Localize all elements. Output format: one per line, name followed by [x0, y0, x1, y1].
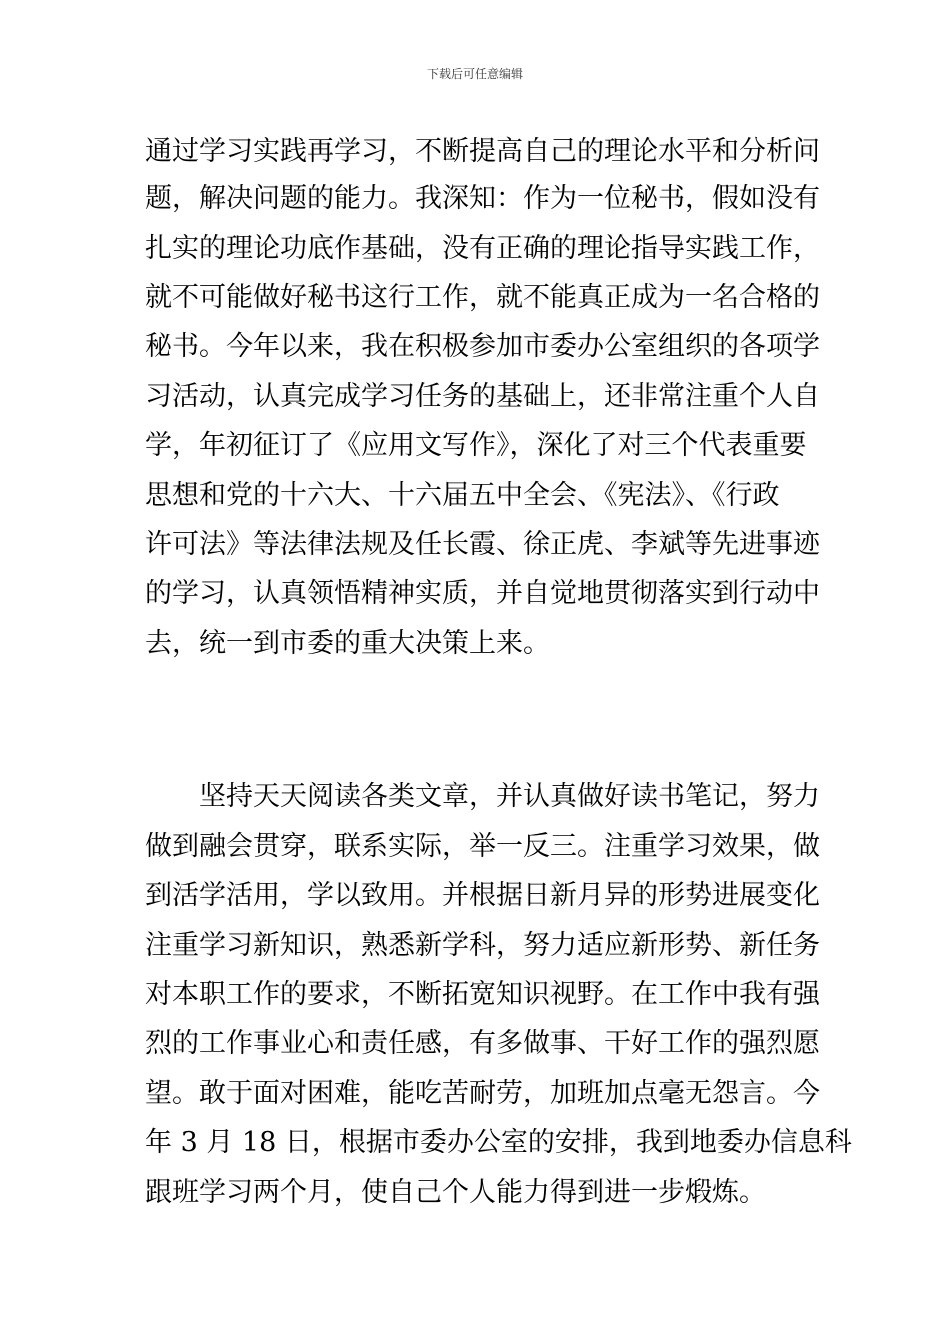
text-line: 通过学习实践再学习，不断提高自己的理论水平和分析问	[145, 136, 820, 167]
text-line: 年 3 月 18 日，根据市委办公室的安排，我到地委办信息科	[145, 1127, 852, 1158]
text-line: 坚持天天阅读各类文章，并认真做好读书笔记，努力	[199, 781, 820, 812]
text-line: 到活学活用，学以致用。并根据日新月异的形势进展变化	[145, 880, 820, 911]
text-line: 对本职工作的要求，不断拓宽知识视野。在工作中我有强	[145, 979, 820, 1010]
text-line: 的学习，认真领悟精神实质，并自觉地贯彻落实到行动中	[145, 578, 820, 609]
text-line: 习活动，认真完成学习任务的基础上，还非常注重个人自	[145, 381, 820, 412]
text-line: 思想和党的十六大、十六届五中全会、《宪法》、《行政	[145, 480, 780, 511]
text-line: 学，年初征订了《应用文写作》，深化了对三个代表重要	[145, 430, 807, 461]
text-line: 做到融会贯穿，联系实际，举一反三。注重学习效果，做	[145, 831, 820, 862]
header-note: 下载后可任意编辑	[426, 67, 523, 81]
text-line: 秘书。今年以来，我在积极参加市委办公室组织的各项学	[145, 331, 820, 362]
text-line: 扎实的理论功底作基础，没有正确的理论指导实践工作，	[145, 233, 820, 264]
text-line: 注重学习新知识，熟悉新学科，努力适应新形势、新任务	[145, 930, 820, 961]
text-line: 许可法》等法律法规及任长霞、徐正虎、李斌等先进事迹	[145, 529, 820, 560]
text-line: 就不可能做好秘书这行工作，就不能真正成为一名合格的	[145, 282, 820, 313]
text-line: 去，统一到市委的重大决策上来。	[145, 628, 550, 659]
text-line: 烈的工作事业心和责任感，有多做事、干好工作的强烈愿	[145, 1028, 820, 1059]
text-line: 题，解决问题的能力。我深知：作为一位秘书，假如没有	[145, 183, 820, 214]
text-line: 望。敢于面对困难，能吃苦耐劳，加班加点毫无怨言。今	[145, 1078, 820, 1109]
text-line: 跟班学习两个月，使自己个人能力得到进一步煅炼。	[145, 1177, 766, 1208]
